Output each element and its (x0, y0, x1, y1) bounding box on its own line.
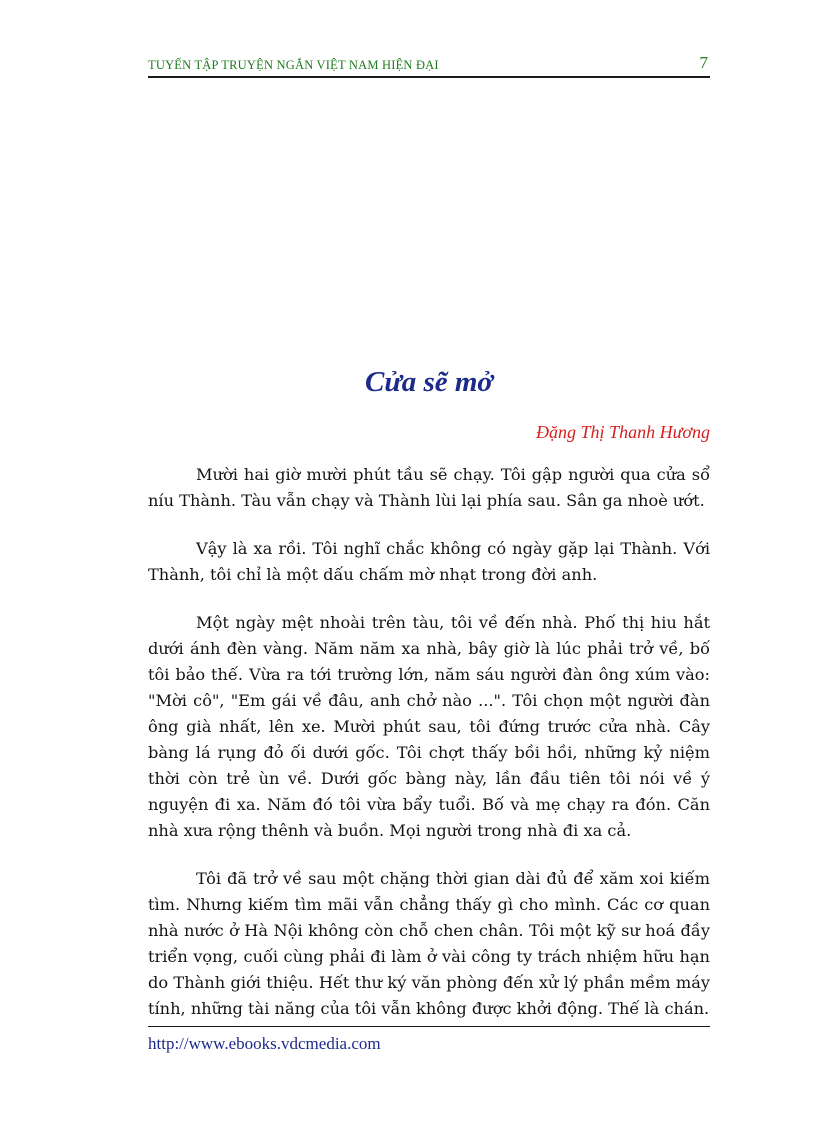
paragraph: Mười hai giờ mười phút tầu sẽ chạy. Tôi gập người qua cửa sổ níu Thành. Tàu vẫn chạy và Thành lùi lại phía sau. Sân ga nhoè ướt. (148, 465, 710, 510)
footer-divider (148, 1026, 710, 1027)
footer-website-link[interactable]: http://www.ebooks.vdcmedia.com (148, 1034, 381, 1053)
story-body (148, 462, 710, 1044)
page-number: 7 (699, 53, 708, 72)
page-header (148, 52, 710, 78)
paragraph: Một ngày mệt nhoài trên tàu, tôi về đến nhà. Phố thị hiu hắt dưới ánh đèn vàng. Năm năm xa nhà, bây giờ là lúc phải trở về, bố tôi bảo thế. Vừa ra tới trường lớn, năm sáu người đàn ông xúm vào: "Mời cô", "Em gái về đâu, anh chở nào ...". Tôi chọn một người đàn ông già nhất, lên xe. Mười phút sau, tôi đứng trước cửa nhà. Cây bàng lá rụng đỏ ối dưới gốc. Tôi chợt thấy bồi hồi, những kỷ niệm thời còn trẻ ùn về. Dưới gốc bàng này, lần đầu tiên tôi nói về ý nguyện đi xa. Năm đó tôi vừa bẩy tuổi. Bố và mẹ chạy ra đón. Căn nhà xưa rộng thênh và buồn. Mọi người trong nhà đi xa cả. (148, 613, 710, 840)
book-title: TUYỂN TẬP TRUYỆN NGẮN VIỆT NAM HIỆN ĐẠI (148, 58, 439, 72)
paragraph: Vậy là xa rồi. Tôi nghĩ chắc không có ngày gặp lại Thành. Với Thành, tôi chỉ là một dấu chấm mờ nhạt trong đời anh. (148, 539, 710, 584)
paragraph: Tôi đã trở về sau một chặng thời gian dài đủ để xăm xoi kiếm tìm. Nhưng kiếm tìm mãi vẫn chẳng thấy gì cho mình. Các cơ quan nhà nước ở Hà Nội không còn chỗ chen chân. Tôi một kỹ sư hoá đầy triển vọng, cuối cùng phải đi làm ở vài công ty trách nhiệm hữu hạn do Thành giới thiệu. Hết thư ký văn phòng đến xử lý phần mềm máy tính, những tài năng của tôi vẫn không được khởi động. Thế là chán. (148, 869, 710, 1018)
story-author: Đặng Thị Thanh Hương (536, 422, 710, 442)
story-title: Cửa sẽ mở (365, 366, 493, 398)
